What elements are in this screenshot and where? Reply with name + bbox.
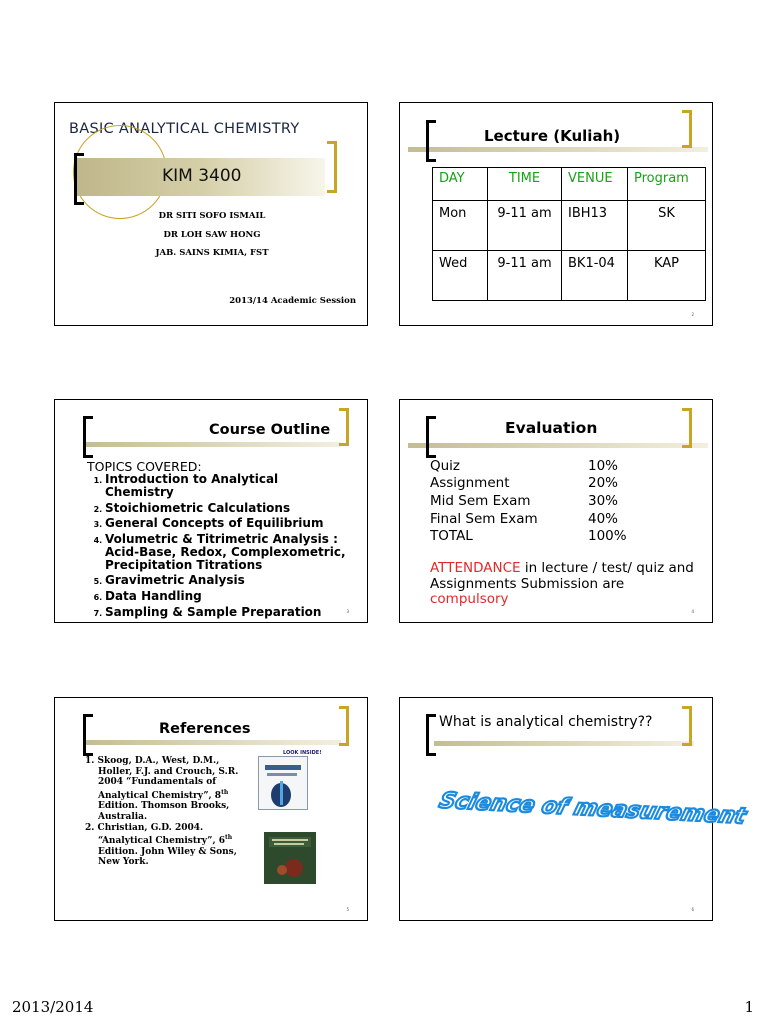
title-band — [408, 147, 708, 152]
topics-subtitle: TOPICS COVERED: — [87, 459, 202, 474]
right-bracket — [682, 408, 692, 448]
topics-list — [83, 473, 350, 621]
page-number: 6 — [691, 907, 694, 912]
department: JAB. SAINS KIMIA, FST — [155, 248, 269, 258]
cell-venue: BK1-04 — [562, 251, 628, 301]
title-band — [434, 741, 694, 746]
slide-evaluation — [399, 399, 713, 623]
reference-number: 2. — [85, 822, 95, 833]
slide-title — [54, 102, 368, 326]
page-number: 3 — [346, 609, 349, 614]
eval-value: 100% — [588, 528, 627, 544]
attendance-word: ATTENDANCE — [430, 560, 521, 576]
header-day: DAY — [433, 168, 488, 201]
table-row — [433, 201, 706, 251]
cell-day: Wed — [433, 251, 488, 301]
reference-sup: th — [221, 788, 229, 796]
eval-label: TOTAL — [430, 528, 473, 544]
academic-session: 2013/14 Academic Session — [229, 296, 356, 306]
science-of-measurement-script — [436, 786, 749, 834]
eval-value: 10% — [588, 458, 619, 474]
header-time: TIME — [488, 168, 562, 201]
slide-course-outline — [54, 399, 368, 623]
header-program: Program — [628, 168, 706, 201]
list-item: 5. Gravimetric Analysis — [105, 574, 330, 587]
left-bracket — [426, 714, 436, 756]
right-bracket — [682, 706, 692, 746]
footer-page-number: 1 — [744, 998, 754, 1016]
page-number: 4 — [691, 609, 694, 614]
slide-references — [54, 697, 368, 921]
slide-heading: Course Outline — [209, 422, 331, 438]
page-number: 2 — [691, 312, 694, 317]
eval-label: Mid Sem Exam — [430, 493, 531, 509]
list-item: 3. General Concepts of Equilibrium — [105, 517, 330, 530]
lecturer-2: DR LOH SAW HONG — [163, 230, 261, 240]
eval-value: 40% — [588, 511, 619, 527]
table-row — [433, 251, 706, 301]
cell-time: 9-11 am — [488, 201, 562, 251]
left-bracket — [426, 416, 436, 458]
list-item — [85, 823, 240, 868]
book-cover-analytical-chemistry — [264, 832, 316, 884]
reference-text: Edition. John Wiley & Sons, New York. — [98, 846, 237, 868]
compulsory-word: compulsory — [430, 591, 509, 607]
eval-value: 20% — [588, 475, 619, 491]
page-number: 5 — [346, 907, 349, 912]
title-band — [408, 443, 708, 448]
eval-value: 30% — [588, 493, 619, 509]
list-item: 6. Data Handling — [105, 590, 330, 603]
slide-heading: References — [159, 721, 251, 737]
right-bracket — [327, 141, 337, 193]
reference-text: Christian, G.D. 2004. “Analytical Chemistry”, 6 — [97, 822, 225, 847]
book-cover-fundamentals — [258, 756, 308, 810]
slide-what-is-analytical-chemistry — [399, 697, 749, 921]
look-inside-badge: LOOK INSIDE! — [283, 750, 322, 756]
slide-heading: What is analytical chemistry?? — [439, 714, 653, 730]
list-item — [85, 756, 240, 823]
reference-sup: th — [225, 834, 233, 842]
right-bracket — [339, 408, 349, 446]
cell-day: Mon — [433, 201, 488, 251]
eval-label: Final Sem Exam — [430, 511, 538, 527]
right-bracket — [339, 706, 349, 746]
slide-heading: Lecture (Kuliah) — [484, 127, 621, 145]
lecturer-1: DR SITI SOFO ISMAIL — [158, 211, 266, 221]
cell-program: SK — [628, 201, 706, 251]
course-code: KIM 3400 — [162, 166, 242, 186]
left-bracket — [83, 416, 93, 458]
list-item: 7. Sampling & Sample Preparation — [105, 606, 330, 619]
schedule-table — [432, 167, 706, 301]
cell-venue: IBH13 — [562, 201, 628, 251]
list-item: 1. Introduction to Analytical Chemistry — [105, 473, 330, 499]
book-cover-art — [259, 757, 307, 809]
list-item: 4. Volumetric & Titrimetric Analysis : Acid-Base, Redox, Complexometric, Precipitation Titrations — [105, 533, 350, 572]
left-bracket — [74, 153, 84, 205]
title-band — [85, 442, 341, 447]
list-item: 2. Stoichiometric Calculations — [105, 502, 330, 515]
eval-label: Assignment — [430, 475, 510, 491]
script-text: Science of measurement — [436, 787, 749, 830]
course-title: BASIC ANALYTICAL CHEMISTRY — [69, 121, 300, 137]
right-bracket — [682, 110, 692, 148]
cell-program: KAP — [628, 251, 706, 301]
book-cover-art — [264, 832, 316, 884]
references-list — [85, 756, 240, 868]
cell-time: 9-11 am — [488, 251, 562, 301]
reference-text: Skoog, D.A., West, D.M., Holler, F.J. and Crouch, S.R. 2004 “Fundamentals of Analytical Chemistry”, 8 — [97, 756, 239, 801]
slide-lecture — [399, 102, 713, 326]
eval-label: Quiz — [430, 458, 461, 474]
left-bracket — [83, 714, 93, 756]
attendance-note — [430, 561, 695, 608]
attendance-text: in lecture / test/ quiz and Assignments Submission are — [430, 560, 694, 592]
footer-year: 2013/2014 — [12, 998, 94, 1016]
title-band — [85, 740, 341, 745]
left-bracket — [426, 120, 436, 162]
reference-number: 1. — [85, 756, 95, 766]
header-venue: VENUE — [562, 168, 628, 201]
slide-heading: Evaluation — [505, 419, 598, 437]
reference-text: Edition. Thomson Brooks, Australia. — [98, 801, 230, 822]
